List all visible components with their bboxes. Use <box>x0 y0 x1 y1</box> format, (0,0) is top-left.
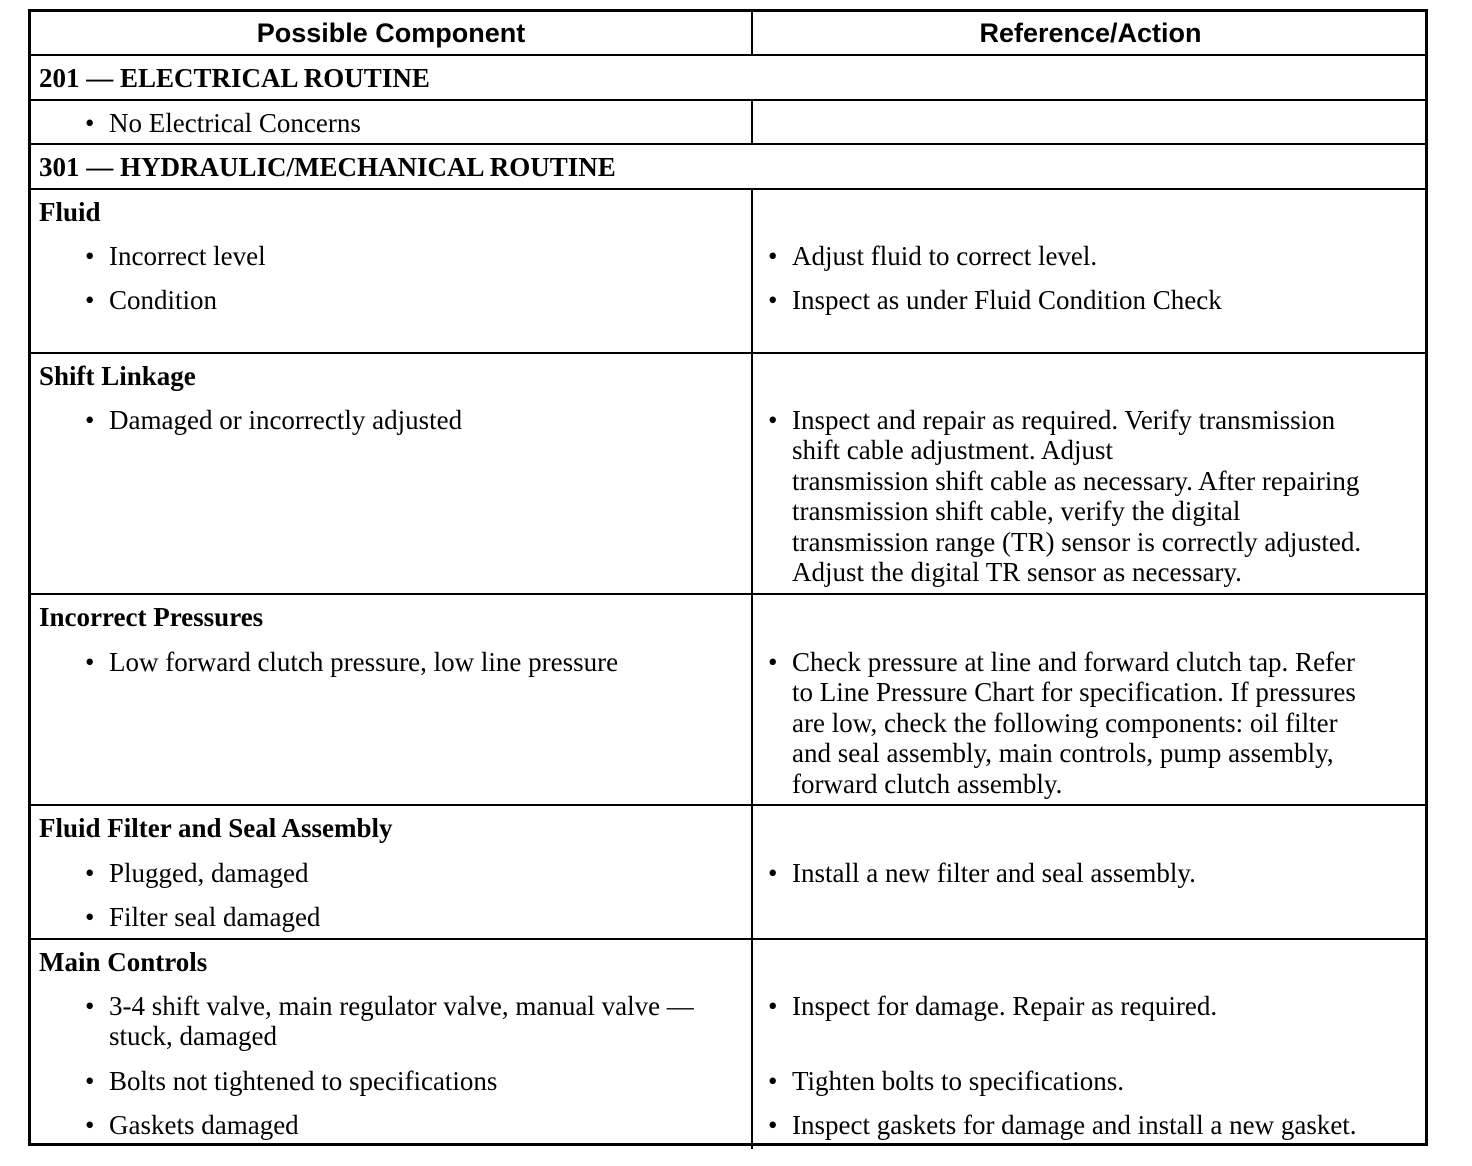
action-item: Tighten bolts to specifications. <box>792 1066 1124 1096</box>
bullet: • <box>768 405 778 435</box>
action-line: Check pressure at line and forward clutch tap. Refer <box>792 647 1356 677</box>
row-divider <box>31 143 1425 145</box>
row-divider <box>31 188 1425 190</box>
header-possible-component: Possible Component <box>256 18 526 48</box>
section-title-electrical: 201 — ELECTRICAL ROUTINE <box>39 63 430 93</box>
bullet: • <box>85 1110 95 1140</box>
row-divider <box>31 99 1425 101</box>
action-item: Inspect for damage. Repair as required. <box>792 991 1218 1021</box>
row-divider <box>31 804 1425 806</box>
bullet: • <box>768 858 778 888</box>
bullet: • <box>85 902 95 932</box>
component-item: No Electrical Concerns <box>109 108 361 138</box>
component-item: Damaged or incorrectly adjusted <box>109 405 463 435</box>
component-item: Condition <box>109 285 218 315</box>
group-title-shift-linkage: Shift Linkage <box>39 361 196 391</box>
group-title-incorrect-pressures: Incorrect Pressures <box>39 602 264 632</box>
component-line: stuck, damaged <box>109 1021 277 1051</box>
component-item: Incorrect level <box>109 241 266 271</box>
column-divider <box>751 100 753 145</box>
action-line: Inspect and repair as required. Verify transmission <box>792 405 1336 435</box>
bullet: • <box>85 858 95 888</box>
component-line: 3-4 shift valve, main regulator valve, manual valve — <box>109 991 694 1021</box>
action-item: Adjust fluid to correct level. <box>792 241 1098 271</box>
bullet: • <box>768 1066 778 1096</box>
diagnostic-table <box>28 9 1428 1146</box>
component-item: Low forward clutch pressure, low line pressure <box>109 647 619 677</box>
bullet: • <box>768 241 778 271</box>
component-line: Bolts not tightened to specifications <box>109 1066 498 1096</box>
bullet: • <box>768 991 778 1021</box>
bullet: • <box>85 405 95 435</box>
group-title-fluid-filter: Fluid Filter and Seal Assembly <box>39 813 393 843</box>
action-item: Inspect as under Fluid Condition Check <box>792 285 1222 315</box>
action-line: to Line Pressure Chart for specification. If pressures <box>792 677 1356 707</box>
bullet: • <box>85 241 95 271</box>
bullet: • <box>85 285 95 315</box>
bullet: • <box>85 108 95 138</box>
component-item: Plugged, damaged <box>109 858 309 888</box>
bullet: • <box>85 647 95 677</box>
row-divider <box>31 352 1425 354</box>
action-line: Adjust the digital TR sensor as necessary. <box>792 557 1242 587</box>
section-title-hydraulic: 301 — HYDRAULIC/MECHANICAL ROUTINE <box>39 152 616 182</box>
bullet: • <box>85 991 95 1021</box>
row-divider <box>31 593 1425 595</box>
action-line: shift cable adjustment. Adjust <box>792 435 1113 465</box>
row-divider <box>31 54 1425 56</box>
action-line: transmission shift cable as necessary. After repairing <box>792 466 1360 496</box>
component-line: Gaskets damaged <box>109 1110 299 1140</box>
action-line: transmission shift cable, verify the digital <box>792 496 1241 526</box>
bullet: • <box>768 647 778 677</box>
group-title-main-controls: Main Controls <box>39 947 208 977</box>
action-line: forward clutch assembly. <box>792 769 1063 799</box>
action-line: and seal assembly, main controls, pump assembly, <box>792 738 1334 768</box>
column-divider <box>751 189 753 1149</box>
group-title-fluid: Fluid <box>39 197 101 227</box>
component-item: Filter seal damaged <box>109 902 321 932</box>
bullet: • <box>768 1110 778 1140</box>
action-item: Install a new filter and seal assembly. <box>792 858 1196 888</box>
action-line: transmission range (TR) sensor is correctly adjusted. <box>792 527 1362 557</box>
row-divider <box>31 938 1425 940</box>
action-item: Inspect gaskets for damage and install a new gasket. <box>792 1110 1357 1140</box>
header-reference-action: Reference/Action <box>979 18 1202 48</box>
bullet: • <box>768 285 778 315</box>
bullet: • <box>85 1066 95 1096</box>
action-line: are low, check the following components: oil filter <box>792 708 1338 738</box>
